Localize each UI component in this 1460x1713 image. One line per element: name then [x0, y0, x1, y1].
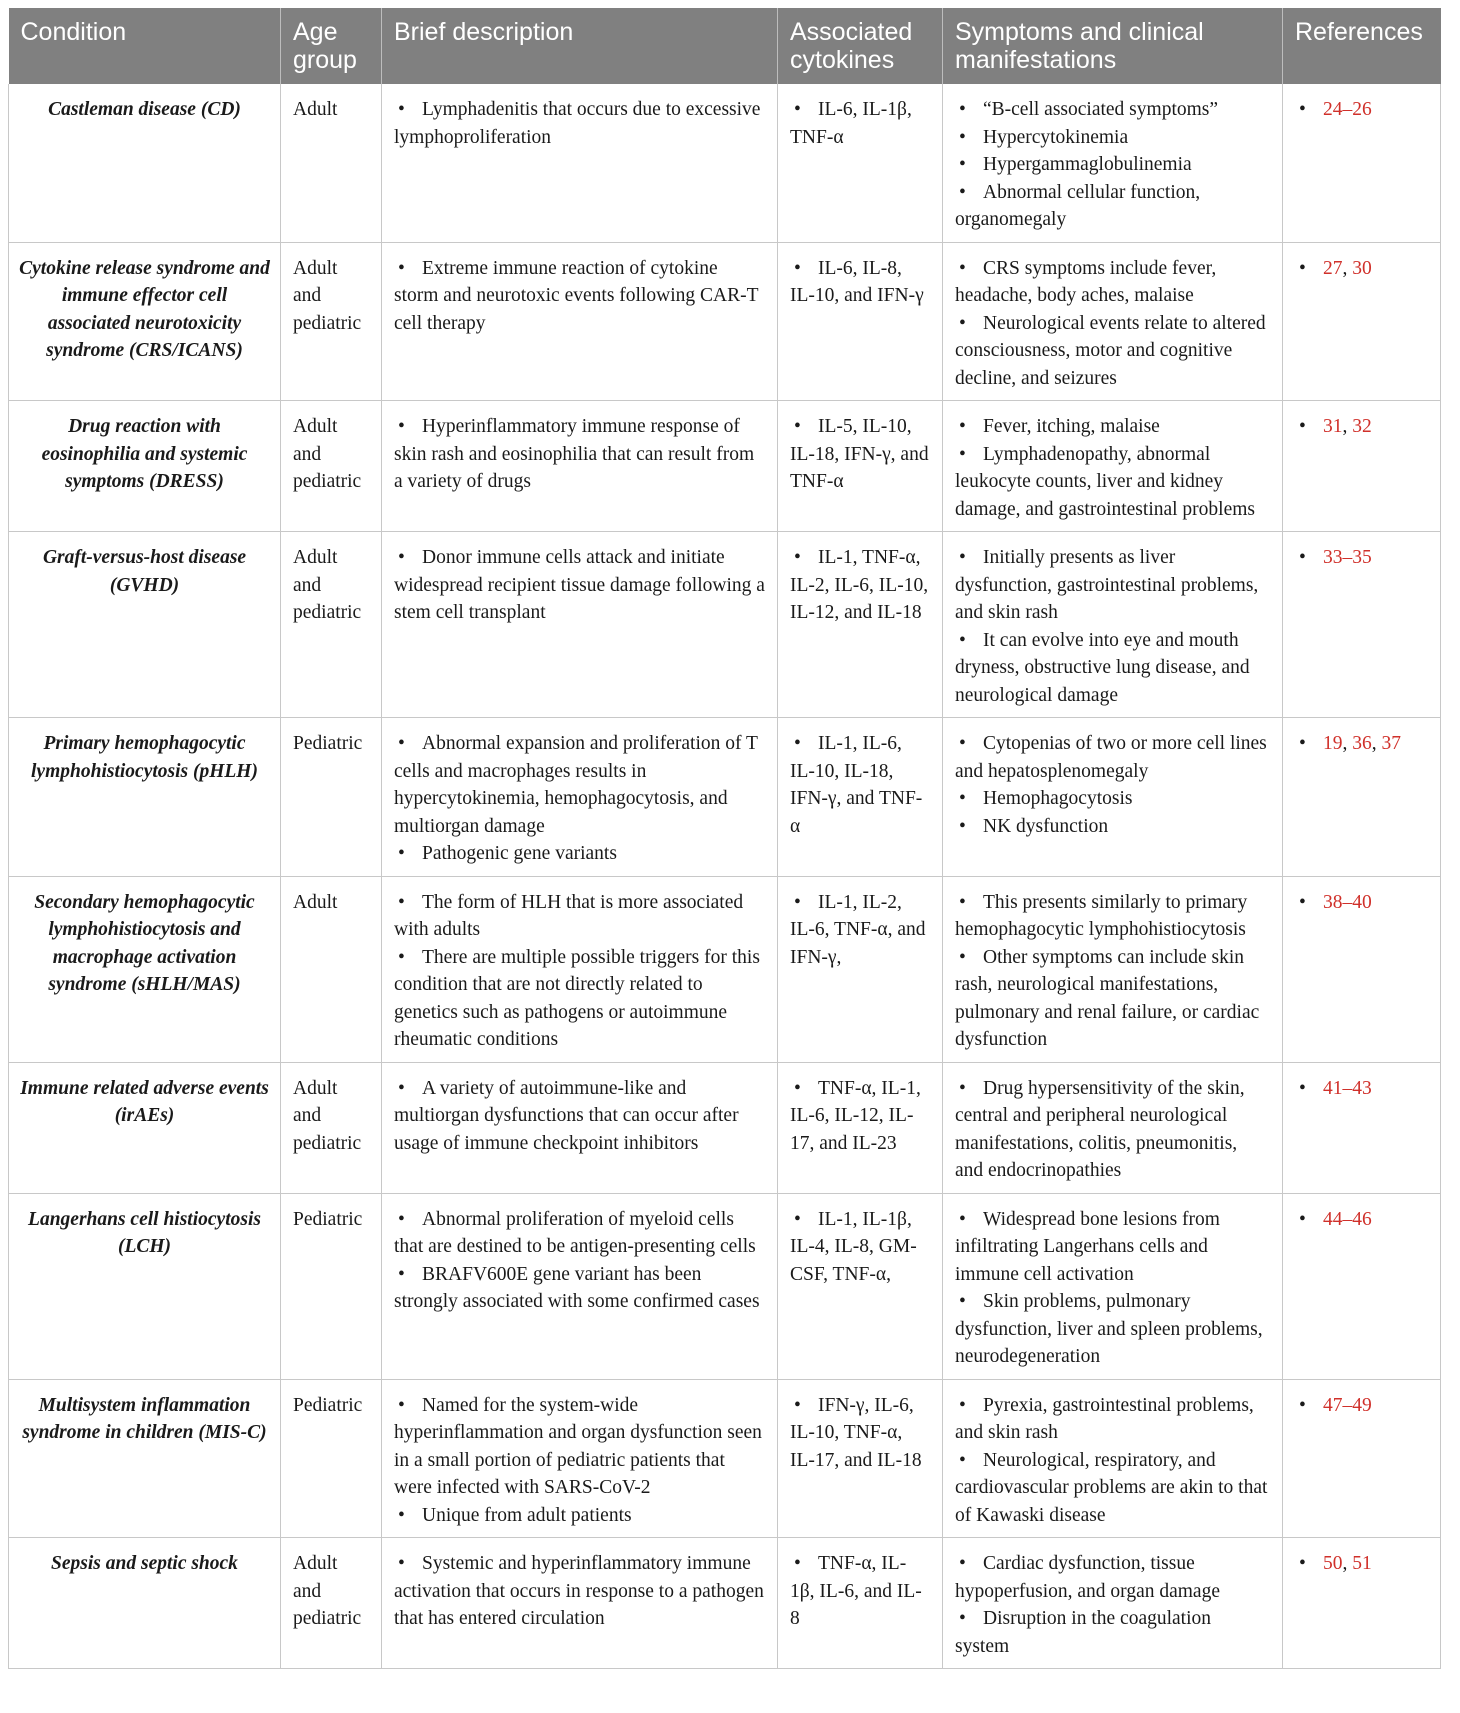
symptoms-text: Neurological, respiratory, and cardiovascular problems are akin to that of Kawaski disease	[955, 1449, 1268, 1526]
symptoms-item	[955, 944, 1270, 1054]
bullet: •	[1299, 1553, 1306, 1574]
symptoms-list	[955, 1206, 1270, 1371]
description-item	[394, 1261, 765, 1316]
cytokines-text: TNF-α, IL-1, IL-6, IL-12, IL-17, and IL-23	[790, 1077, 921, 1154]
symptoms-cell	[943, 1379, 1283, 1538]
description-list	[394, 1206, 765, 1316]
age-group-cell: Pediatric	[281, 1193, 382, 1379]
references-cell	[1283, 532, 1441, 718]
reference-link[interactable]: 30	[1352, 257, 1372, 279]
description-text: Named for the system-wide hyperinflammation and organ dysfunction seen in a small portion of pediatric patients that were infected with SARS-CoV-2	[394, 1394, 762, 1498]
symptoms-text: It can evolve into eye and mouth dryness, obstructive lung disease, and neurological damage	[955, 629, 1250, 706]
symptoms-list	[955, 889, 1270, 1054]
description-text: Abnormal expansion and proliferation of T cells and macrophages results in hypercytokinemia, hemophagocytosis, and multiorgan damage	[394, 733, 758, 837]
symptoms-text: Drug hypersensitivity of the skin, central and peripheral neurological manifestations, colitis, pneumonitis, and endocrinopathies	[955, 1077, 1245, 1181]
description-list	[394, 413, 765, 496]
cytokines-item	[790, 544, 930, 627]
reference-link[interactable]: 41–43	[1323, 1077, 1372, 1099]
symptoms-item	[955, 151, 1270, 179]
references-cell	[1283, 242, 1441, 401]
description-text: Lymphadenitis that occurs due to excessive lymphoproliferation	[394, 99, 761, 148]
description-text: The form of HLH that is more associated with adults	[394, 891, 744, 940]
symptoms-text: Widespread bone lesions from infiltrating Langerhans cells and immune cell activation	[955, 1208, 1220, 1285]
condition-cell: Immune related adverse events (irAEs)	[9, 1062, 281, 1193]
table-row	[9, 1538, 1441, 1669]
symptoms-text: NK dysfunction	[983, 815, 1109, 837]
description-cell	[382, 1538, 778, 1669]
bullet: •	[1299, 1077, 1306, 1099]
symptoms-text: Hypercytokinemia	[983, 126, 1129, 148]
symptoms-list	[955, 1075, 1270, 1185]
symptoms-item	[955, 1392, 1270, 1447]
reference-link[interactable]: 37	[1381, 733, 1401, 754]
description-text: Extreme immune reaction of cytokine storm and neurotoxic events following CAR-T cell therapy	[394, 257, 759, 334]
references-cell	[1283, 1193, 1441, 1379]
cytokines-cell	[778, 1193, 943, 1379]
symptoms-text: Other symptoms can include skin rash, neurological manifestations, pulmonary and renal failure, or cardiac dysfunction	[955, 946, 1260, 1050]
symptoms-item	[955, 889, 1270, 944]
cytokines-cell	[778, 242, 943, 401]
symptoms-text: Pyrexia, gastrointestinal problems, and skin rash	[955, 1394, 1254, 1443]
description-cell	[382, 401, 778, 532]
reference-link[interactable]: 36	[1352, 733, 1372, 754]
description-list	[394, 96, 765, 151]
description-cell	[382, 1062, 778, 1193]
reference-link[interactable]: 24–26	[1323, 99, 1372, 120]
cytokines-item	[790, 730, 930, 840]
symptoms-item	[955, 1447, 1270, 1530]
age-group-cell: Pediatric	[281, 718, 382, 877]
table-row	[9, 84, 1441, 242]
table-row	[9, 1193, 1441, 1379]
symptoms-text: Hemophagocytosis	[983, 788, 1133, 809]
condition-cell: Secondary hemophagocytic lymphohistiocytosis and macrophage activation syndrome (sHLH/MAS)	[9, 876, 281, 1062]
description-item	[394, 96, 765, 151]
table-row	[9, 1379, 1441, 1538]
condition-cell: Graft-versus-host disease (GVHD)	[9, 532, 281, 718]
cytokines-item	[790, 889, 930, 972]
symptoms-text: CRS symptoms include fever, headache, body aches, malaise	[955, 257, 1217, 306]
cytokines-text: IL-1, IL-2, IL-6, TNF-α, and IFN-γ,	[790, 891, 926, 968]
symptoms-text: Hypergammaglobulinemia	[983, 154, 1192, 175]
cytokines-item	[790, 1392, 930, 1475]
conditions-table	[8, 8, 1441, 1669]
reference-separator: ,	[1342, 416, 1353, 437]
reference-link[interactable]: 47–49	[1323, 1394, 1372, 1416]
cytokines-list	[790, 1550, 930, 1633]
description-text: Abnormal proliferation of myeloid cells that are destined to be antigen-presenting cells	[394, 1208, 756, 1257]
condition-cell: Primary hemophagocytic lymphohistiocytosis (pHLH)	[9, 718, 281, 877]
description-item	[394, 413, 765, 496]
symptoms-cell	[943, 1538, 1283, 1669]
cytokines-list	[790, 96, 930, 151]
description-text: BRAFV600E gene variant has been strongly associated with some confirmed cases	[394, 1263, 760, 1312]
bullet: •	[1299, 733, 1306, 754]
cytokines-text: IL-1, IL-6, IL-10, IL-18, IFN-γ, and TNF-α	[790, 733, 923, 837]
bullet: •	[1299, 1208, 1306, 1230]
cytokines-cell	[778, 1379, 943, 1538]
symptoms-item	[955, 310, 1270, 393]
condition-cell: Cytokine release syndrome and immune effector cell associated neurotoxicity syndrome (CRS/ICANS)	[9, 242, 281, 401]
cytokines-text: IFN-γ, IL-6, IL-10, TNF-α, IL-17, and IL-18	[790, 1394, 922, 1471]
symptoms-item	[955, 1550, 1270, 1605]
symptoms-text: Cytopenias of two or more cell lines and hepatosplenomegaly	[955, 733, 1267, 782]
table-row	[9, 876, 1441, 1062]
header-row	[9, 8, 1441, 84]
cytokines-text: IL-6, IL-1β, TNF-α	[790, 99, 912, 148]
symptoms-cell	[943, 1193, 1283, 1379]
symptoms-cell	[943, 718, 1283, 877]
symptoms-item	[955, 544, 1270, 627]
symptoms-cell	[943, 401, 1283, 532]
cytokines-list	[790, 255, 930, 310]
references-cell	[1283, 84, 1441, 242]
description-item	[394, 840, 765, 868]
symptoms-cell	[943, 876, 1283, 1062]
symptoms-text: Abnormal cellular function, organomegaly	[955, 181, 1201, 230]
condition-cell: Multisystem inflammation syndrome in children (MIS-C)	[9, 1379, 281, 1538]
symptoms-text: Neurological events relate to altered consciousness, motor and cognitive decline, and seizures	[955, 312, 1266, 389]
description-cell	[382, 876, 778, 1062]
description-text: There are multiple possible triggers for this condition that are not directly related to genetics such as pathogens or autoimmune rheumatic conditions	[394, 946, 760, 1050]
symptoms-item	[955, 255, 1270, 310]
symptoms-item	[955, 1288, 1270, 1371]
cytokines-list	[790, 1392, 930, 1475]
bullet: •	[1299, 257, 1306, 279]
symptoms-list	[955, 413, 1270, 523]
cytokines-list	[790, 730, 930, 840]
description-list	[394, 889, 765, 1054]
symptoms-list	[955, 1392, 1270, 1530]
cytokines-text: TNF-α, IL-1β, IL-6, and IL-8	[790, 1553, 922, 1629]
description-item	[394, 544, 765, 627]
description-item	[394, 1550, 765, 1633]
table-row	[9, 532, 1441, 718]
references-cell	[1283, 1062, 1441, 1193]
symptoms-item	[955, 1206, 1270, 1289]
header-age-group: Age group	[281, 8, 382, 84]
description-item	[394, 944, 765, 1054]
age-group-cell: Adult and pediatric	[281, 242, 382, 401]
reference-link[interactable]: 31	[1323, 416, 1343, 437]
age-group-cell: Adult and pediatric	[281, 401, 382, 532]
cytokines-cell	[778, 401, 943, 532]
symptoms-text: “B-cell associated symptoms”	[983, 99, 1219, 120]
table-row	[9, 718, 1441, 877]
description-item	[394, 889, 765, 944]
description-text: Systemic and hyperinflammatory immune activation that occurs in response to a pathogen that has entered circulation	[394, 1553, 764, 1629]
symptoms-list	[955, 730, 1270, 840]
age-group-cell: Adult	[281, 84, 382, 242]
cytokines-text: IL-1, IL-1β, IL-4, IL-8, GM-CSF, TNF-α,	[790, 1208, 917, 1285]
table-row	[9, 1062, 1441, 1193]
references-cell	[1283, 401, 1441, 532]
reference-link[interactable]: 27	[1323, 257, 1343, 279]
description-cell	[382, 1379, 778, 1538]
description-text: Hyperinflammatory immune response of skin rash and eosinophilia that can result from a variety of drugs	[394, 416, 755, 492]
symptoms-cell	[943, 242, 1283, 401]
reference-separator: ,	[1371, 733, 1382, 754]
symptoms-text: Fever, itching, malaise	[983, 416, 1160, 437]
age-group-cell: Pediatric	[281, 1379, 382, 1538]
symptoms-text: Lymphadenopathy, abnormal leukocyte counts, liver and kidney damage, and gastrointestinal problems	[955, 443, 1256, 520]
age-group-cell: Adult	[281, 876, 382, 1062]
age-group-cell: Adult and pediatric	[281, 532, 382, 718]
description-item	[394, 1206, 765, 1261]
cytokines-cell	[778, 532, 943, 718]
description-item	[394, 1392, 765, 1502]
symptoms-text: This presents similarly to primary hemophagocytic lymphohistiocytosis	[955, 891, 1248, 940]
cytokines-item	[790, 413, 930, 496]
cytokines-list	[790, 1075, 930, 1158]
reference-link[interactable]: 19	[1323, 733, 1343, 754]
cytokines-text: IL-1, TNF-α, IL-2, IL-6, IL-10, IL-12, and IL-18	[790, 547, 929, 623]
symptoms-item	[955, 1075, 1270, 1185]
symptoms-item	[955, 813, 1270, 841]
description-list	[394, 1550, 765, 1633]
symptoms-item	[955, 124, 1270, 152]
reference-separator: ,	[1342, 733, 1353, 754]
reference-separator: ,	[1342, 1553, 1353, 1574]
reference-link[interactable]: 50	[1323, 1553, 1343, 1574]
reference-separator: ,	[1342, 257, 1353, 279]
symptoms-text: Initially presents as liver dysfunction, gastrointestinal problems, and skin rash	[955, 547, 1259, 623]
cytokines-item	[790, 1206, 930, 1289]
reference-link[interactable]: 38–40	[1323, 891, 1372, 913]
cytokines-item	[790, 96, 930, 151]
cytokines-item	[790, 1075, 930, 1158]
cytokines-list	[790, 1206, 930, 1289]
description-list	[394, 255, 765, 338]
header-associated-cytokines: Associated cytokines	[778, 8, 943, 84]
bullet: •	[1299, 99, 1306, 120]
symptoms-cell	[943, 84, 1283, 242]
cytokines-list	[790, 544, 930, 627]
symptoms-text: Disruption in the coagulation system	[955, 1608, 1212, 1657]
symptoms-item	[955, 627, 1270, 710]
description-list	[394, 730, 765, 868]
references-cell	[1283, 1379, 1441, 1538]
cytokines-cell	[778, 718, 943, 877]
condition-cell: Langerhans cell histiocytosis (LCH)	[9, 1193, 281, 1379]
header-references: References	[1283, 8, 1441, 84]
cytokines-list	[790, 413, 930, 496]
cytokines-text: IL-6, IL-8, IL-10, and IFN-γ	[790, 257, 924, 306]
condition-cell: Drug reaction with eosinophilia and systemic symptoms (DRESS)	[9, 401, 281, 532]
description-text: A variety of autoimmune-like and multiorgan dysfunctions that can occur after usage of immune checkpoint inhibitors	[394, 1077, 739, 1154]
symptoms-item	[955, 441, 1270, 524]
references-cell	[1283, 876, 1441, 1062]
description-list	[394, 1392, 765, 1530]
reference-link[interactable]: 33–35	[1323, 547, 1372, 568]
symptoms-item	[955, 413, 1270, 441]
header-brief-description: Brief description	[382, 8, 778, 84]
description-item	[394, 255, 765, 338]
reference-link[interactable]: 44–46	[1323, 1208, 1372, 1230]
symptoms-text: Cardiac dysfunction, tissue hypoperfusion, and organ damage	[955, 1553, 1220, 1602]
reference-link[interactable]: 51	[1352, 1553, 1372, 1574]
age-group-cell: Adult and pediatric	[281, 1538, 382, 1669]
description-list	[394, 544, 765, 627]
bullet: •	[1299, 1394, 1306, 1416]
cytokines-item	[790, 255, 930, 310]
table-row	[9, 401, 1441, 532]
description-item	[394, 1502, 765, 1530]
cytokines-item	[790, 1550, 930, 1633]
bullet: •	[1299, 891, 1306, 913]
cytokines-cell	[778, 1062, 943, 1193]
description-text: Donor immune cells attack and initiate widespread recipient tissue damage following a stem cell transplant	[394, 547, 765, 623]
header-symptoms: Symptoms and clinical manifestations	[943, 8, 1283, 84]
cytokines-text: IL-5, IL-10, IL-18, IFN-γ, and TNF-α	[790, 416, 929, 492]
symptoms-item	[955, 1605, 1270, 1660]
age-group-cell: Adult and pediatric	[281, 1062, 382, 1193]
references-cell	[1283, 718, 1441, 877]
symptoms-list	[955, 1550, 1270, 1660]
symptoms-cell	[943, 532, 1283, 718]
description-list	[394, 1075, 765, 1158]
cytokines-list	[790, 889, 930, 972]
bullet: •	[1299, 547, 1306, 568]
condition-cell: Castleman disease (CD)	[9, 84, 281, 242]
symptoms-item	[955, 730, 1270, 785]
description-item	[394, 1075, 765, 1158]
reference-link[interactable]: 32	[1352, 416, 1372, 437]
table-row	[9, 242, 1441, 401]
description-text: Pathogenic gene variants	[422, 843, 617, 864]
description-cell	[382, 532, 778, 718]
description-cell	[382, 242, 778, 401]
symptoms-item	[955, 785, 1270, 813]
symptoms-list	[955, 544, 1270, 709]
bullet: •	[1299, 416, 1306, 437]
symptoms-item	[955, 96, 1270, 124]
description-cell	[382, 1193, 778, 1379]
cytokines-cell	[778, 84, 943, 242]
description-item	[394, 730, 765, 840]
description-text: Unique from adult patients	[422, 1504, 632, 1526]
references-cell	[1283, 1538, 1441, 1669]
symptoms-item	[955, 179, 1270, 234]
cytokines-cell	[778, 876, 943, 1062]
description-cell	[382, 718, 778, 877]
symptoms-list	[955, 96, 1270, 234]
symptoms-cell	[943, 1062, 1283, 1193]
symptoms-text: Skin problems, pulmonary dysfunction, liver and spleen problems, neurodegeneration	[955, 1291, 1263, 1367]
cytokines-cell	[778, 1538, 943, 1669]
condition-cell: Sepsis and septic shock	[9, 1538, 281, 1669]
description-cell	[382, 84, 778, 242]
symptoms-list	[955, 255, 1270, 393]
header-condition: Condition	[9, 8, 281, 84]
